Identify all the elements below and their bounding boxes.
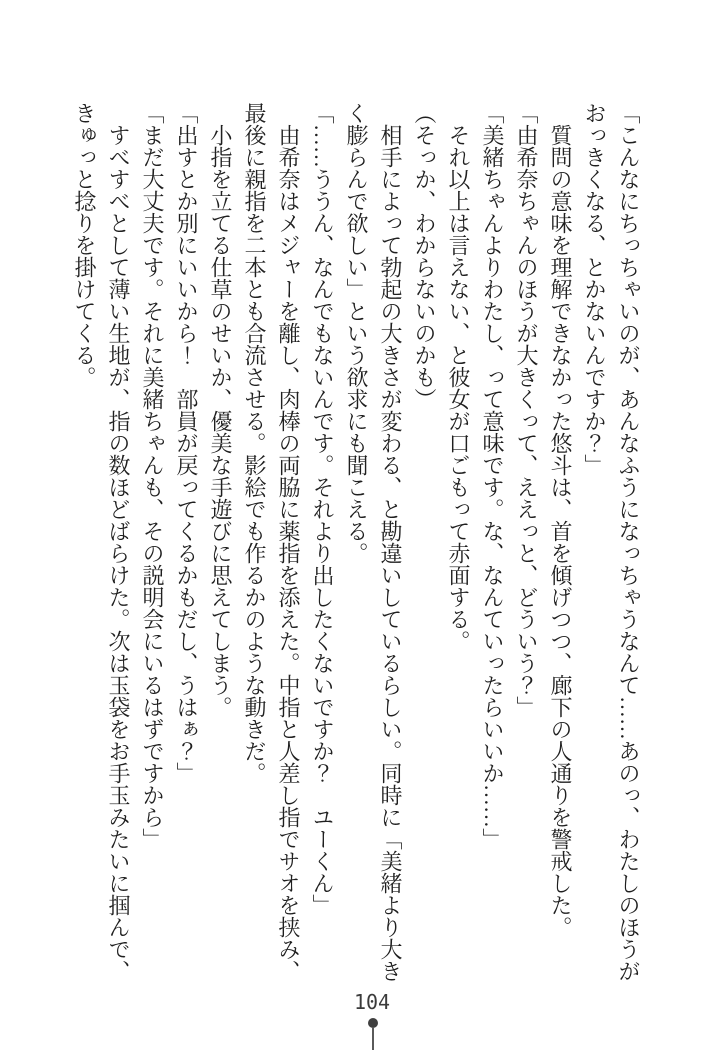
- paragraph-narrative: 由希奈はメジャーを離し、肉棒の両脇に薬指を添えた。中指と人差し指でサオを挟み、最後に親指を二本とも合流させる。影絵でも作るかのような動きだ。: [242, 102, 301, 982]
- paragraph-narrative: 質問の意味を理解できなかった悠斗は、首を傾げつつ、廊下の人通りを警戒した。: [548, 124, 573, 938]
- paragraph-dialogue: 「美緒ちゃんよりわたし、って意味です。な、なんていったらいいか……」: [480, 102, 505, 850]
- paragraph-dialogue: 「出すとか別にいいから！ 部員が戻ってくるかもだし、うはぁ？」: [174, 102, 199, 784]
- paragraph-narrative: 小指を立てる仕草のせいか、優美な手遊びに思えてしまう。: [208, 124, 233, 718]
- paragraph-dialogue: 「まだ大丈夫です。それに美緒ちゃんも、その説明会にいるはずですから」: [140, 102, 165, 850]
- binding-dot-icon: [368, 1018, 378, 1028]
- paragraph-narrative: すべすべとして薄い生地が、指の数ほどばらけた。次は玉袋をお手玉みたいに掴んで、きゅっと捻りを掛けてくる。: [72, 102, 131, 982]
- paragraph-dialogue: 「由希奈ちゃんのほうが大きくって、ええっと、どういう？」: [514, 102, 539, 718]
- paragraph-dialogue: 「こんなにちっちゃいのが、あんなふうになっちゃうなんて……あのっ、わたしのほうがおっきくなる、とかないんですか？」: [582, 102, 641, 982]
- paragraph-narrative: 相手によって勃起の大きさが変わる、と勘違いしているらしい。同時に「美緒より大きく膨らんで欲しい」という欲求にも聞こえる。: [344, 102, 403, 982]
- page-number: 104: [353, 990, 391, 1014]
- paragraph-narrative: それ以上は言えない、と彼女が口ごもって赤面する。: [446, 124, 471, 652]
- text-block: [67, 102, 645, 984]
- binding-stem-line: [372, 1028, 374, 1050]
- paragraph-dialogue: 「……ううん、なんでもないんです。それより出したくないですか？ ユーくん」: [310, 102, 335, 916]
- binding-mark-icon: [368, 1018, 378, 1050]
- paragraph-thought: （そっか、わからないのかも）: [412, 102, 437, 410]
